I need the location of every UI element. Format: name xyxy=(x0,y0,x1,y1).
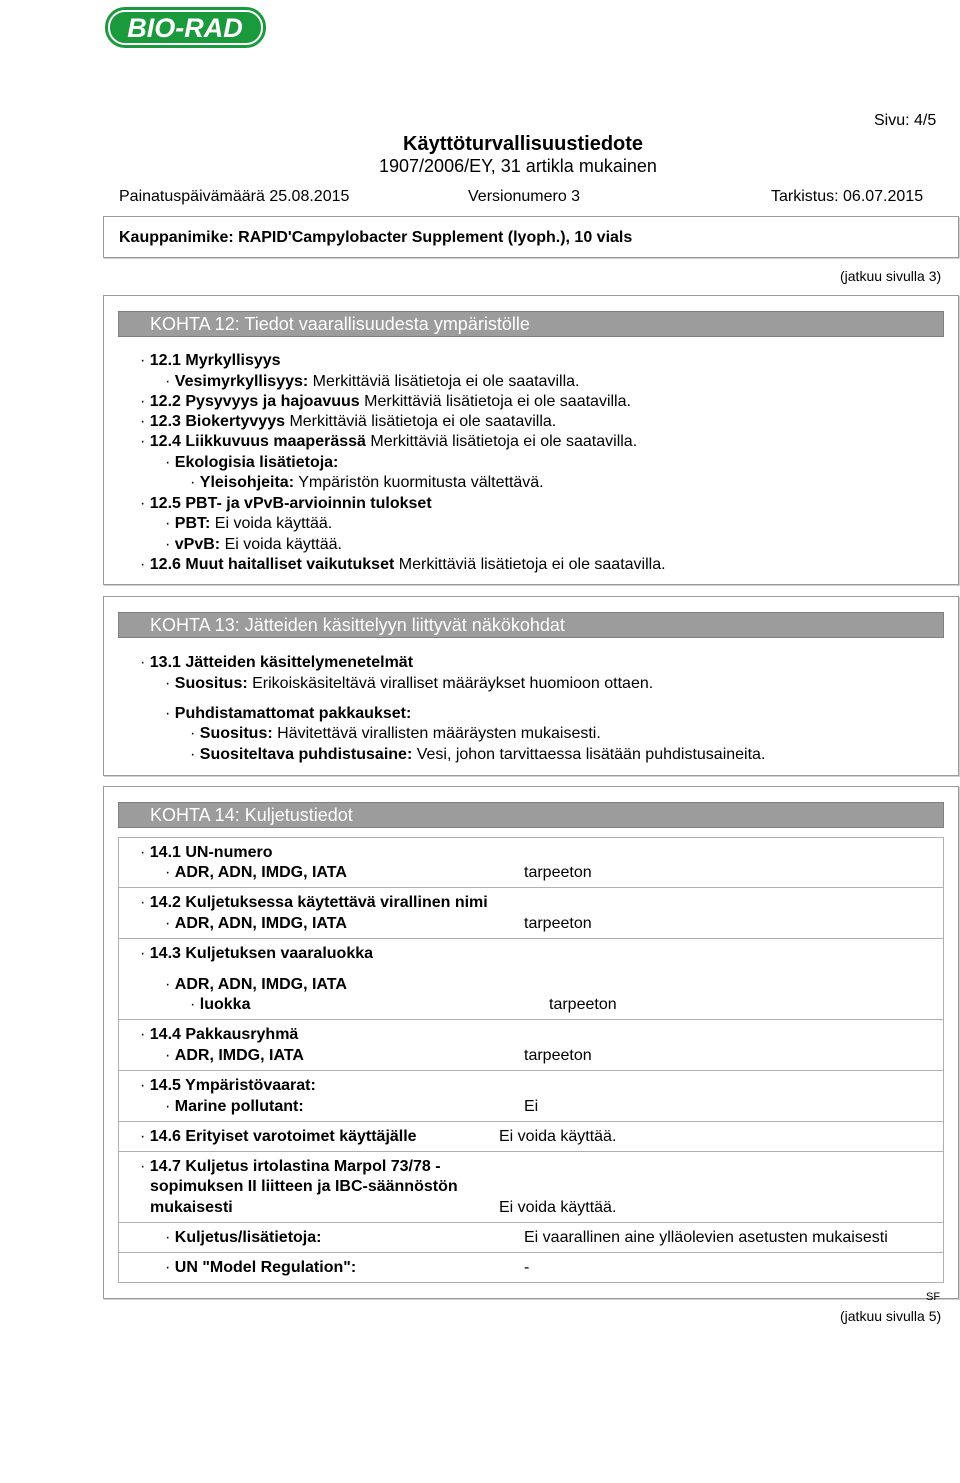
s13-line-5: · Suositeltava puhdistusaine: Vesi, johon tarvittaessa lisätään puhdistusaineita. xyxy=(190,746,766,763)
s13-line-2: · Suositus: Erikoiskäsiteltävä viralliset määräykset huomioon ottaen. xyxy=(165,675,654,692)
s12-line-9: · PBT: Ei voida käyttää. xyxy=(165,515,333,532)
version-number: Versionumero 3 xyxy=(468,188,581,205)
s14-row-8-label: · Kuljetus/lisätietoja: xyxy=(165,1229,322,1246)
s14-row-4-value: tarpeeton xyxy=(524,1047,592,1064)
row-divider xyxy=(118,887,944,888)
s14-row-8-value: Ei vaarallinen aine ylläolevien asetusten mukaisesti xyxy=(524,1229,888,1246)
s13-line-1: · 13.1 Jätteiden käsittelymenetelmät xyxy=(140,654,414,671)
bio-rad-logo xyxy=(103,5,268,50)
row-divider xyxy=(118,1121,944,1122)
s14-row-4-head: · 14.4 Pakkausryhmä xyxy=(140,1026,299,1043)
s14-row-9-label: · UN "Model Regulation": xyxy=(165,1259,357,1276)
s14-row-1-head: · 14.1 UN-numero xyxy=(140,844,273,861)
row-divider xyxy=(118,1151,944,1152)
s14-row-2-label: · ADR, ADN, IMDG, IATA xyxy=(165,915,347,932)
s14-row-7-head-2: sopimuksen II liitteen ja IBC-säännöstön xyxy=(150,1178,458,1195)
s14-row-5-value: Ei xyxy=(524,1098,539,1115)
s14-row-3-label: · ADR, ADN, IMDG, IATA xyxy=(165,976,347,993)
s14-row-9-value: - xyxy=(524,1259,530,1276)
s12-line-11: · 12.6 Muut haitalliset vaikutukset Merkittäviä lisätietoja ei ole saatavilla. xyxy=(140,556,666,573)
s14-row-7-head-3: mukaisesti xyxy=(150,1199,233,1216)
print-date: Painatuspäivämäärä 25.08.2015 xyxy=(119,188,350,205)
row-divider xyxy=(118,1252,944,1253)
s14-row-3-head: · 14.3 Kuljetuksen vaaraluokka xyxy=(140,945,374,962)
s14-row-6-value: Ei voida käyttää. xyxy=(499,1128,617,1145)
row-divider xyxy=(118,1222,944,1223)
s14-row-1-label: · ADR, ADN, IMDG, IATA xyxy=(165,864,347,881)
s12-line-3: · 12.2 Pysyvyys ja hajoavuus Merkittäviä lisätietoja ei ole saatavilla. xyxy=(140,393,631,410)
s12-line-4: · 12.3 Biokertyvyys Merkittäviä lisätietoja ei ole saatavilla. xyxy=(140,413,557,430)
s12-line-2: · Vesimyrkyllisyys: Merkittäviä lisätietoja ei ole saatavilla. xyxy=(165,373,580,390)
s13-line-4: · Suositus: Hävitettävä virallisten määräysten mukaisesti. xyxy=(190,725,601,742)
trade-name: Kauppanimike: RAPID'Campylobacter Supplement (lyoph.), 10 vials xyxy=(119,229,633,246)
continued-from: (jatkuu sivulla 3) xyxy=(840,268,942,284)
s12-line-6: · Ekologisia lisätietoja: xyxy=(165,454,339,471)
s14-row-5-label: · Marine pollutant: xyxy=(165,1098,304,1115)
section-12-title: KOHTA 12: Tiedot vaarallisuudesta ympäristölle xyxy=(118,311,944,337)
row-divider xyxy=(118,1019,944,1020)
s14-row-2-head: · 14.2 Kuljetuksessa käytettävä virallinen nimi xyxy=(140,894,488,911)
s14-row-2-value: tarpeeton xyxy=(524,915,592,932)
s14-row-7-head: · 14.7 Kuljetus irtolastina Marpol 73/78 - xyxy=(140,1158,441,1175)
s14-row-3-sub: · luokka xyxy=(190,996,251,1013)
s14-row-5-head: · 14.5 Ympäristövaarat: xyxy=(140,1077,316,1094)
s14-row-3-value: tarpeeton xyxy=(549,996,617,1013)
row-divider xyxy=(118,1070,944,1071)
s12-line-1: · 12.1 Myrkyllisyys xyxy=(140,352,281,369)
revision-date: Tarkistus: 06.07.2015 xyxy=(771,188,924,205)
continued-to: (jatkuu sivulla 5) xyxy=(840,1308,942,1324)
s12-line-5: · 12.4 Liikkuvuus maaperässä Merkittäviä lisätietoja ei ole saatavilla. xyxy=(140,433,638,450)
s12-line-7: · Yleisohjeita: Ympäristön kuormitusta vältettävä. xyxy=(190,474,544,491)
s14-row-1-value: tarpeeton xyxy=(524,864,592,881)
row-divider xyxy=(118,938,944,939)
page-number: Sivu: 4/5 xyxy=(874,112,937,129)
s14-row-7-value: Ei voida käyttää. xyxy=(499,1199,617,1216)
section-13-title: KOHTA 13: Jätteiden käsittelyyn liittyvät näkökohdat xyxy=(118,612,944,638)
svg-text:BIO-RAD: BIO-RAD xyxy=(127,13,243,43)
section-14-title: KOHTA 14: Kuljetustiedot xyxy=(118,802,944,828)
s14-row-6-head: · 14.6 Erityiset varotoimet käyttäjälle xyxy=(140,1128,417,1145)
s12-line-8: · 12.5 PBT- ja vPvB-arvioinnin tulokset xyxy=(140,495,432,512)
s12-line-10: · vPvB: Ei voida käyttää. xyxy=(165,536,342,553)
s13-line-3: · Puhdistamattomat pakkaukset: xyxy=(165,705,412,722)
document-subtitle: 1907/2006/EY, 31 artikla mukainen xyxy=(379,156,657,176)
document-title: Käyttöturvallisuustiedote xyxy=(403,133,644,155)
s14-row-4-label: · ADR, IMDG, IATA xyxy=(165,1047,304,1064)
language-code: SF xyxy=(926,1291,941,1303)
